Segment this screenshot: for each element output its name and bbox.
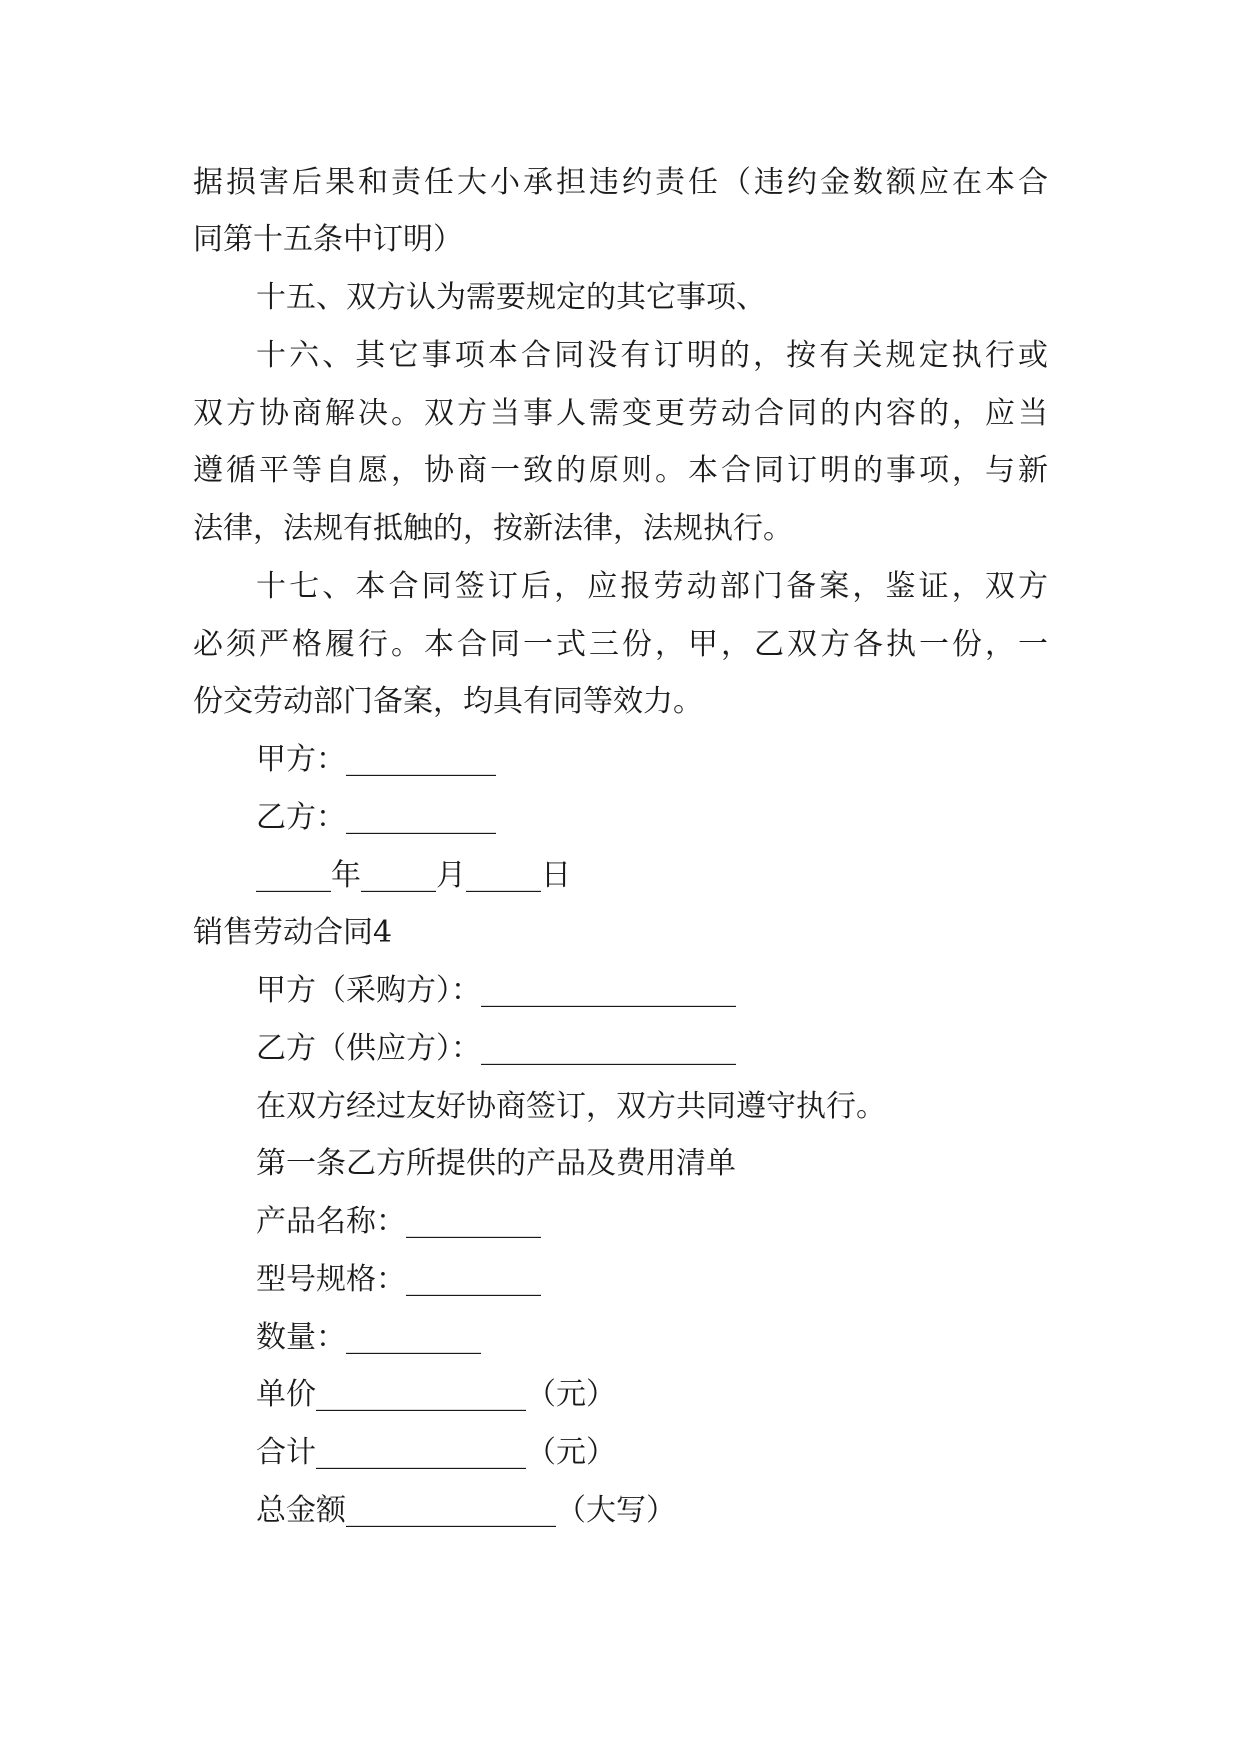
paragraph-line: 同第十五条中订明）	[193, 222, 463, 257]
paragraph-line: 份交劳动部门备案，均具有同等效力。	[193, 684, 703, 719]
clause-17: 十七、本合同签订后，应报劳动部门备案，鉴证，双方	[256, 569, 1048, 604]
total-amount-field: 总金额______________（大写）	[256, 1493, 676, 1528]
agreement-statement: 在双方经过友好协商签订，双方共同遵守执行。	[256, 1089, 886, 1124]
date-line: _____年_____月_____日	[256, 858, 571, 893]
article-1-heading: 第一条乙方所提供的产品及费用清单	[256, 1146, 736, 1181]
section-title: 销售劳动合同4	[193, 915, 393, 950]
quantity-field: 数量：_________	[256, 1320, 481, 1355]
subtotal-field: 合计______________（元）	[256, 1435, 616, 1470]
paragraph-line: 必须严格履行。本合同一式三份，甲，乙双方各执一份，一	[193, 627, 1048, 662]
model-spec-field: 型号规格：_________	[256, 1262, 541, 1297]
party-a-buyer: 甲方（采购方）：_________________	[256, 973, 736, 1008]
paragraph-line: 遵循平等自愿，协商一致的原则。本合同订明的事项，与新	[193, 453, 1048, 488]
paragraph-line: 据损害后果和责任大小承担违约责任（违约金数额应在本合	[193, 165, 1048, 200]
party-b-supplier: 乙方（供应方）：_________________	[256, 1031, 736, 1066]
paragraph-line: 法律，法规有抵触的，按新法律，法规执行。	[193, 511, 793, 546]
clause-16: 十六、其它事项本合同没有订明的，按有关规定执行或	[256, 338, 1048, 373]
party-b-signature: 乙方：__________	[256, 800, 496, 835]
clause-15: 十五、双方认为需要规定的其它事项、	[256, 280, 766, 315]
party-a-signature: 甲方：__________	[256, 742, 496, 777]
unit-price-field: 单价______________（元）	[256, 1377, 616, 1412]
paragraph-line: 双方协商解决。双方当事人需变更劳动合同的内容的，应当	[193, 396, 1048, 431]
product-name-field: 产品名称：_________	[256, 1204, 541, 1239]
